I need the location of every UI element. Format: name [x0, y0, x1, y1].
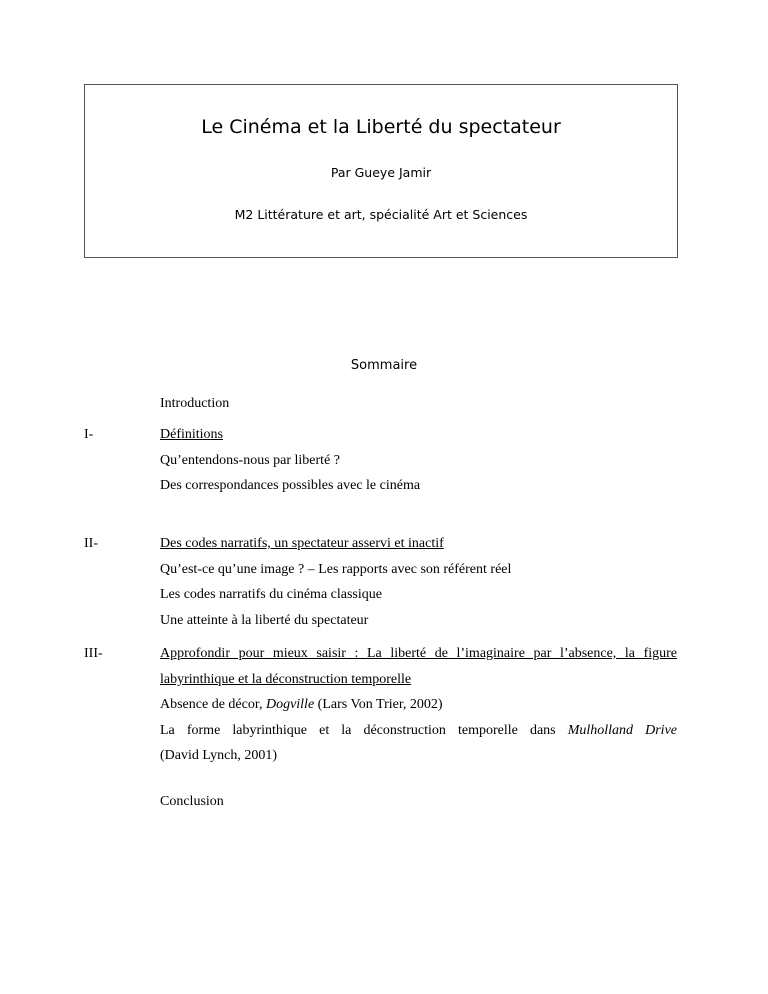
- toc-item: Une atteinte à la liberté du spectateur: [160, 613, 369, 628]
- toc-item-text: La forme labyrinthique et la déconstruction temporelle dans: [160, 723, 568, 738]
- document-author: Par Gueye Jamir: [330, 165, 432, 180]
- toc-item-line1: [160, 723, 677, 739]
- toc-item: [160, 697, 443, 713]
- document-program: M2 Littérature et art, spécialité Art et Sciences: [234, 207, 528, 222]
- toc-item: Les codes narratifs du cinéma classique: [160, 587, 382, 602]
- toc-item-text: Absence de décor,: [160, 697, 266, 712]
- toc-introduction: Introduction: [160, 396, 230, 411]
- toc-item: Qu’entendons-nous par liberté ?: [160, 453, 340, 468]
- toc-conclusion: Conclusion: [160, 794, 224, 809]
- toc-item: Des correspondances possibles avec le cinéma: [160, 478, 421, 493]
- film-title: Dogville: [265, 697, 315, 712]
- toc-section-title-line1: Approfondir pour mieux saisir : La liberté de l’imaginaire par l’absence, la figure: [160, 646, 677, 661]
- toc-section-title: Définitions: [160, 427, 223, 442]
- toc-item-text: (Lars Von Trier, 2002): [314, 697, 443, 712]
- toc-section-numeral: II-: [84, 536, 98, 551]
- toc-section-title: Des codes narratifs, un spectateur asservi et inactif: [160, 536, 444, 551]
- toc-heading: Sommaire: [350, 358, 418, 373]
- toc-section-numeral: I-: [84, 427, 94, 442]
- title-box: [84, 84, 678, 258]
- toc-section-title-line2: labyrinthique et la déconstruction temporelle: [160, 672, 412, 687]
- film-title: Mulholland Drive: [567, 723, 677, 738]
- document-title: Le Cinéma et la Liberté du spectateur: [201, 116, 561, 138]
- toc-item: Qu’est-ce qu’une image ? – Les rapports avec son référent réel: [160, 562, 512, 577]
- toc-item-line2: (David Lynch, 2001): [160, 748, 278, 763]
- toc-section-numeral: III-: [84, 646, 103, 661]
